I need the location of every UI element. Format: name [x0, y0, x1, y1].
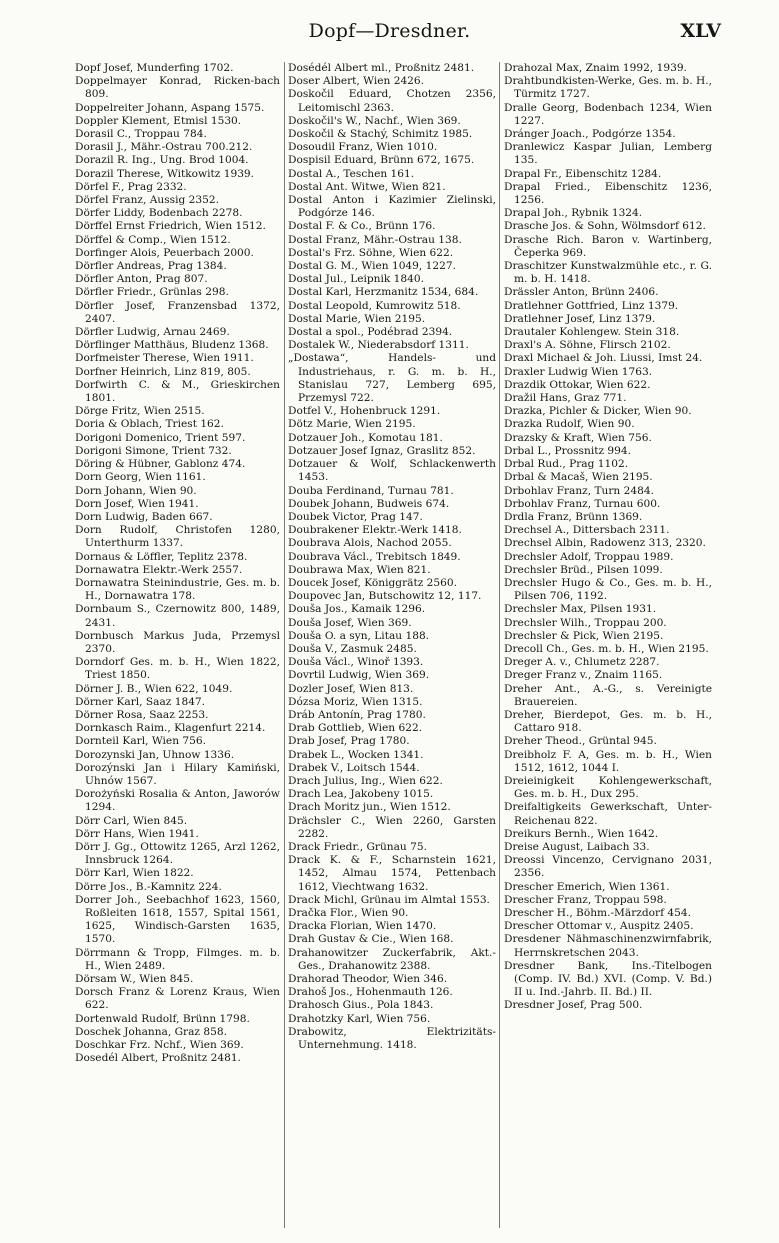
directory-entry: Dörrmann & Tropp, Filmges. m. b. H., Wien 2489.: [75, 946, 280, 972]
directory-entry: Dorigoni Domenico, Trient 597.: [75, 431, 246, 444]
directory-entry: Drapal Joh., Rybnik 1324.: [504, 207, 643, 220]
directory-entry: Dorasil C., Troppau 784.: [75, 128, 207, 141]
directory-entry: Dortenwald Rudolf, Brünn 1798.: [75, 1012, 250, 1025]
directory-entry: Dreher Ant., A.-G., s. Vereinigte Brauereien.: [504, 682, 712, 708]
directory-entry: Dracka Florian, Wien 1470.: [288, 920, 437, 933]
directory-entry: Dresdner Bank, Ins.-Titelbogen (Comp. IV. Bd.) XVI. (Comp. V. Bd.) II u. Ind.-Jahrb. II. Bd.) II.: [504, 959, 712, 999]
directory-entry: Dörr Hans, Wien 1941.: [75, 827, 199, 840]
directory-entry: Dreher Theod., Grüntal 945.: [504, 735, 657, 748]
directory-entry: Dresdener Nähmaschinenzwirnfabrik, Herrnskretschen 2043.: [504, 933, 712, 959]
directory-entry: Drescher H., Böhm.-Märzdorf 454.: [504, 907, 691, 919]
directory-entry: Drahotzky Karl, Wien 756.: [288, 1012, 431, 1025]
directory-entry: Doskočil Eduard, Chotzen 2356, Leitomischl 2363.: [288, 88, 496, 114]
directory-entry: Dostal Karl, Herzmanitz 1534, 684.: [288, 286, 479, 299]
directory-entry: Dosedél Albert, Proßnitz 2481.: [75, 1052, 241, 1065]
directory-entry: Drahtbundkisten-Werke, Ges. m. b. H., Türmitz 1727.: [504, 75, 712, 101]
directory-entry: Doubek Johann, Budweis 674.: [288, 497, 450, 510]
directory-entry: Dornbusch Markus Juda, Przemysl 2370.: [75, 629, 280, 655]
directory-entry: Doucek Josef, Königgrätz 2560.: [288, 576, 457, 589]
directory-entry: Drabek V., Loitsch 1544.: [288, 761, 420, 774]
directory-entry: Doubrakener Elektr.-Werk 1418.: [288, 524, 462, 537]
directory-entry: Dračka Flor., Wien 90.: [288, 907, 409, 919]
directory-entry: Dratlehner Gottfried, Linz 1379.: [504, 299, 679, 312]
directory-entry: Dornawatra Steinindustrie, Ges. m. b. H., Dornawatra 178.: [75, 576, 280, 603]
directory-entry: Dózsa Moriz, Wien 1315.: [288, 695, 423, 708]
directory-entry: Douša Josef, Wien 369.: [288, 616, 412, 629]
directory-entry: Drbal L., Prossnitz 994.: [504, 444, 631, 457]
directory-entry: Dörner Karl, Saaz 1847.: [75, 695, 206, 708]
directory-entry: Dostal's Frz. Söhne, Wien 622.: [288, 246, 454, 259]
directory-entry: Doubrawa Max, Wien 821.: [288, 563, 431, 576]
directory-entry: Drechsler Wilh., Troppau 200.: [504, 616, 667, 629]
directory-entry: Draxler Ludwig Wien 1763.: [504, 365, 653, 378]
directory-entry: Dörner Rosa, Saaz 2253.: [75, 708, 209, 721]
directory-entry: Dreikurs Bernh., Wien 1642.: [504, 827, 659, 840]
directory-entry: Dratlehner Josef, Linz 1379.: [504, 312, 656, 325]
directory-entry: Drescher Ottomar v., Auspitz 2405.: [504, 920, 694, 933]
directory-entry: Dorigoni Simone, Trient 732.: [75, 444, 232, 457]
directory-entry: Dörfler Andreas, Prag 1384.: [75, 260, 227, 273]
directory-entry: Dreieinigkeit Kohlengewerkschaft, Ges. m. b. H., Dux 295.: [504, 774, 712, 801]
directory-entry: Doubek Victor, Prag 147.: [288, 510, 423, 523]
directory-entry: Dorazil R. Ing., Ung. Brod 1004.: [75, 154, 249, 167]
directory-entry: Dörge Fritz, Wien 2515.: [75, 405, 205, 418]
directory-entry: Drescher Franz, Troppau 598.: [504, 893, 667, 906]
directory-entry: Drack Friedr., Grünau 75.: [288, 840, 427, 853]
directory-entry: Drah Gustav & Cie., Wien 168.: [288, 933, 454, 946]
directory-entry: Dozler Josef, Wien 813.: [288, 682, 414, 695]
directory-entry: Drechsler Brüd., Pilsen 1099.: [504, 563, 663, 576]
directory-entry: Drahosch Gius., Pola 1843.: [288, 999, 434, 1012]
directory-entry: Dörfler Ludwig, Arnau 2469.: [75, 326, 230, 339]
directory-entry: Dornbaum S., Czernowitz 800, 1489, 2431.: [75, 603, 280, 629]
directory-entry: Dornaus & Löffler, Teplitz 2378.: [75, 550, 248, 563]
page-title: Dopf—Dresdner.: [308, 20, 471, 42]
directory-entry: Dorfmeister Therese, Wien 1911.: [75, 352, 254, 365]
directory-entry: Douša Václ., Winoř 1393.: [288, 656, 424, 669]
directory-entry: Dotzauer & Wolf, Schlackenwerth 1453.: [288, 458, 496, 484]
directory-entry: Dráb Antonín, Prag 1780.: [288, 708, 426, 721]
directory-entry: Dörflinger Matthäus, Bludenz 1368.: [75, 339, 269, 352]
directory-entry: Dorrer Joh., Seebachhof 1623, 1560, Roßleiten 1618, 1557, Spital 1561, 1625, Windisch-Garsten 1635, 1570.: [75, 893, 280, 946]
directory-entry: Drack Michl, Grünau im Almtal 1553.: [288, 893, 490, 906]
directory-entry: Dornkasch Raim., Klagenfurt 2214.: [75, 722, 266, 735]
directory-entry: Dorazil Therese, Witkowitz 1939.: [75, 167, 255, 180]
directory-entry: Douša Jos., Kamaik 1296.: [288, 603, 426, 616]
directory-entry: Dreossi Vincenzo, Cervignano 2031, 2356.: [504, 854, 712, 880]
directory-entry: Drack K. & F., Scharnstein 1621, 1452, Almau 1574, Pettenbach 1612, Viechtwang 1632.: [288, 854, 496, 893]
directory-entry: Doser Albert, Wien 2426.: [288, 75, 425, 88]
directory-entry: Drechsler & Pick, Wien 2195.: [504, 629, 664, 642]
directory-entry: Dörfel Franz, Aussig 2352.: [75, 194, 219, 207]
directory-entry: Drbal Rud., Prag 1102.: [504, 458, 629, 471]
directory-entry: Dorozýnski Jan i Hilary Kamiński, Uhnów 1567.: [75, 761, 280, 787]
directory-entry: Doppler Klement, Etmisl 1530.: [75, 114, 242, 127]
directory-entry: Dorozynski Jan, Uhnow 1336.: [75, 748, 235, 761]
directory-entry: Dorfinger Alois, Peuerbach 2000.: [75, 246, 254, 259]
page-header: [0, 20, 779, 50]
directory-entry: Dorożyński Rosalia & Anton, Jaworów 1294.: [75, 788, 280, 814]
directory-entry: Drdla Franz, Brünn 1369.: [504, 510, 643, 523]
directory-entry: Dostal A., Teschen 161.: [288, 167, 415, 180]
directory-entry: Dostal Anton i Kazimier Zielinski, Podgórze 146.: [288, 194, 496, 220]
directory-entry: Dorndorf Ges. m. b. H., Wien 1822, Triest 1850.: [75, 656, 280, 682]
directory-entry: Draxl Michael & Joh. Liussi, Imst 24.: [504, 352, 703, 365]
directory-entry: Doppelreiter Johann, Aspang 1575.: [75, 101, 265, 114]
directory-entry: Dreger A. v., Chlumetz 2287.: [504, 656, 660, 669]
directory-entry: Dorn Josef, Wien 1941.: [75, 497, 199, 510]
directory-entry: Drechsel A., Dittersbach 2311.: [504, 524, 670, 537]
directory-entry: Dornteil Karl, Wien 756.: [75, 735, 206, 748]
directory-entry: Dorn Rudolf, Christofen 1280, Unterthurm 1337.: [75, 524, 280, 550]
directory-entry: Döring & Hübner, Gablonz 474.: [75, 458, 246, 471]
directory-column-3: [504, 62, 712, 1232]
directory-column-1: [75, 62, 280, 1232]
directory-entry: Drazka Rudolf, Wien 90.: [504, 418, 635, 431]
directory-entry: Doskočil's W., Nachf., Wien 369.: [288, 114, 461, 127]
directory-entry: Drechsel Albin, Radowenz 313, 2320.: [504, 537, 706, 550]
directory-entry: Dörner J. B., Wien 622, 1049.: [75, 682, 233, 695]
directory-entry: Drbohlav Franz, Turn 2484.: [504, 484, 654, 497]
directory-entry: Dörr Karl, Wien 1822.: [75, 867, 194, 880]
directory-entry: Drach Lea, Jakobeny 1015.: [288, 788, 434, 801]
directory-entry: Dralle Georg, Bodenbach 1234, Wien 1227.: [504, 101, 712, 127]
directory-entry: „Dostawa“, Handels- und Industriehaus, r. G. m. b. H., Stanislau 727, Lemberg 695, Przemysl 722.: [288, 352, 496, 405]
directory-entry: Dotfel V., Hohenbruck 1291.: [288, 405, 441, 418]
directory-entry: Dörsam W., Wien 845.: [75, 973, 194, 986]
directory-entry: Dorn Georg, Wien 1161.: [75, 471, 206, 484]
directory-entry: Drahorad Theodor, Wien 346.: [288, 973, 448, 986]
directory-entry: Drach Moritz jun., Wien 1512.: [288, 801, 451, 814]
directory-entry: Drbohlav Franz, Turnau 600.: [504, 497, 661, 510]
directory-entry: Dostal Jul., Leipnik 1840.: [288, 273, 424, 286]
directory-entry: Dražil Hans, Graz 771.: [504, 392, 627, 405]
directory-entry: Dorsch Franz & Lorenz Kraus, Wien 622.: [75, 986, 280, 1012]
directory-entry: Dospisil Eduard, Brünn 672, 1675.: [288, 154, 475, 167]
directory-entry: Dostal F. & Co., Brünn 176.: [288, 220, 436, 233]
directory-entry: Drässler Anton, Brünn 2406.: [504, 286, 659, 299]
directory-entry: Douba Ferdinand, Turnau 781.: [288, 484, 454, 497]
directory-entry: Drapal Fried., Eibenschitz 1236, 1256.: [504, 180, 712, 207]
directory-entry: Dostal a spol., Podébrad 2394.: [288, 326, 453, 339]
directory-entry: Drächsler C., Wien 2260, Garsten 2282.: [288, 814, 496, 840]
directory-entry: Drahanowitzer Zuckerfabrik, Akt.-Ges., Drahanowitz 2388.: [288, 946, 496, 972]
directory-entry: Dorfner Heinrich, Linz 819, 805.: [75, 365, 251, 378]
page-number: XLV: [680, 20, 721, 42]
directory-entry: Drazka, Pichler & Dicker, Wien 90.: [504, 405, 692, 418]
directory-entry: Drach Julius, Ing., Wien 622.: [288, 774, 443, 787]
directory-entry: Dosédél Albert ml., Proßnitz 2481.: [288, 62, 475, 74]
directory-entry: Dorn Johann, Wien 90.: [75, 484, 197, 497]
directory-entry: Dotzauer Josef Ignaz, Graslitz 852.: [288, 444, 476, 457]
directory-entry: Draxl's A. Söhne, Flirsch 2102.: [504, 339, 671, 352]
directory-entry: Dörfel F., Prag 2332.: [75, 180, 187, 193]
directory-entry: Doubrava Václ., Trebitsch 1849.: [288, 550, 461, 563]
directory-entry: Dörre Jos., B.-Kamnitz 224.: [75, 880, 222, 893]
directory-entry: Dopf Josef, Munderfing 1702.: [75, 62, 234, 74]
directory-entry: Drautaler Kohlengew. Stein 318.: [504, 326, 680, 339]
directory-entry: Dránger Joach., Podgórze 1354.: [504, 128, 676, 141]
directory-entry: Dreibholz F. A, Ges. m. b. H., Wien 1512, 1612, 1044 I.: [504, 748, 712, 774]
directory-entry: Drechsler Hugo & Co., Ges. m. b. H., Pilsen 706, 1192.: [504, 576, 712, 603]
directory-entry: Dotzauer Joh., Komotau 181.: [288, 431, 443, 444]
directory-entry: Dostal Ant. Witwe, Wien 821.: [288, 180, 446, 193]
directory-entry: Dreher, Bierdepot, Ges. m. b. H., Cattaro 918.: [504, 708, 712, 735]
directory-entry: Dörfler Friedr., Grünlas 298.: [75, 286, 229, 299]
directory-entry: Dörr Carl, Wien 845.: [75, 814, 188, 827]
directory-entry: Drazdik Ottokar, Wien 622.: [504, 378, 651, 391]
directory-entry: Drab Gottlieb, Wien 622.: [288, 722, 423, 735]
directory-entry: Dreise August, Laibach 33.: [504, 840, 650, 853]
directory-columns: [75, 62, 712, 1232]
directory-entry: Dorn Ludwig, Baden 667.: [75, 510, 213, 523]
directory-entry: Drescher Emerich, Wien 1361.: [504, 880, 670, 893]
directory-entry: Dranlewicz Kaspar Julian, Lemberg 135.: [504, 141, 712, 167]
directory-entry: Dörfler Anton, Prag 807.: [75, 273, 208, 286]
directory-entry: Douša V., Zasmuk 2485.: [288, 642, 417, 655]
directory-entry: Doschek Johanna, Graz 858.: [75, 1025, 227, 1038]
directory-entry: Dosoudil Franz, Wien 1010.: [288, 141, 438, 154]
directory-entry: Drabek L., Wocken 1341.: [288, 748, 424, 761]
directory-entry: Dreger Franz v., Znaim 1165.: [504, 669, 663, 682]
directory-entry: Dörfer Liddy, Bodenbach 2278.: [75, 207, 243, 220]
directory-entry: Drecoll Ch., Ges. m. b. H., Wien 2195.: [504, 642, 709, 655]
directory-entry: Drechsler Max, Pilsen 1931.: [504, 603, 657, 616]
directory-entry: Dörr J. Gg., Ottowitz 1265, Arzl 1262, Innsbruck 1264.: [75, 840, 280, 867]
directory-entry: Dostal G. M., Wien 1049, 1227.: [288, 260, 456, 273]
directory-entry: Drasche Rich. Baron v. Wartinberg, Čeperka 969.: [504, 233, 712, 259]
directory-entry: Drbal & Macaš, Wien 2195.: [504, 471, 653, 484]
directory-entry: Douša O. a syn, Litau 188.: [288, 629, 430, 642]
directory-entry: Dostal Marie, Wien 2195.: [288, 312, 426, 325]
directory-entry: Doskočil & Stachý, Schimitz 1985.: [288, 128, 473, 141]
directory-column-2: [288, 62, 496, 1232]
directory-entry: Doria & Oblach, Triest 162.: [75, 418, 224, 431]
directory-entry: Dörfler Josef, Franzensbad 1372, 2407.: [75, 299, 280, 325]
directory-entry: Dovrtil Ludwig, Wien 369.: [288, 669, 430, 682]
directory-entry: Doupovec Jan, Butschowitz 12, 117.: [288, 590, 482, 603]
directory-entry: Dostal Leopold, Kumrowitz 518.: [288, 299, 461, 312]
directory-entry: Drabowitz, Elektrizitäts-Unternehmung. 1418.: [288, 1025, 496, 1052]
directory-entry: Dorfwirth C. & M., Grieskirchen 1801.: [75, 378, 280, 405]
directory-entry: Dorasil J., Mähr.-Ostrau 700.212.: [75, 141, 253, 154]
directory-entry: Dörffel & Comp., Wien 1512.: [75, 233, 231, 246]
directory-entry: Dörffel Ernst Friedrich, Wien 1512.: [75, 220, 266, 233]
directory-entry: Drahoš Jos., Hohenmauth 126.: [288, 986, 453, 999]
directory-entry: Drab Josef, Prag 1780.: [288, 735, 410, 748]
directory-entry: Drechsler Adolf, Troppau 1989.: [504, 550, 674, 563]
directory-entry: Dostalek W., Niederabsdorf 1311.: [288, 339, 469, 352]
directory-entry: Doschkar Frz. Nchf., Wien 369.: [75, 1039, 244, 1052]
directory-entry: Draschitzer Kunstwalzmühle etc., r. G. m. b. H. 1418.: [504, 260, 712, 286]
directory-entry: Drasche Jos. & Sohn, Wölmsdorf 612.: [504, 220, 706, 233]
directory-entry: Drazsky & Kraft, Wien 756.: [504, 431, 652, 444]
directory-entry: Drapal Fr., Eibenschitz 1284.: [504, 167, 662, 180]
directory-entry: Drahozal Max, Znaim 1992, 1939.: [504, 62, 687, 74]
directory-entry: Doubrava Alois, Nachod 2055.: [288, 537, 452, 550]
directory-entry: Doppelmayer Konrad, Ricken-bach 809.: [75, 75, 280, 101]
directory-entry: Dötz Marie, Wien 2195.: [288, 418, 416, 431]
directory-entry: Dreifaltigkeits Gewerkschaft, Unter-Reichenau 822.: [504, 801, 712, 827]
directory-entry: Dostal Franz, Mähr.-Ostrau 138.: [288, 233, 462, 246]
directory-entry: Dornawatra Elektr.-Werk 2557.: [75, 563, 243, 576]
directory-entry: Dresdner Josef, Prag 500.: [504, 999, 643, 1012]
